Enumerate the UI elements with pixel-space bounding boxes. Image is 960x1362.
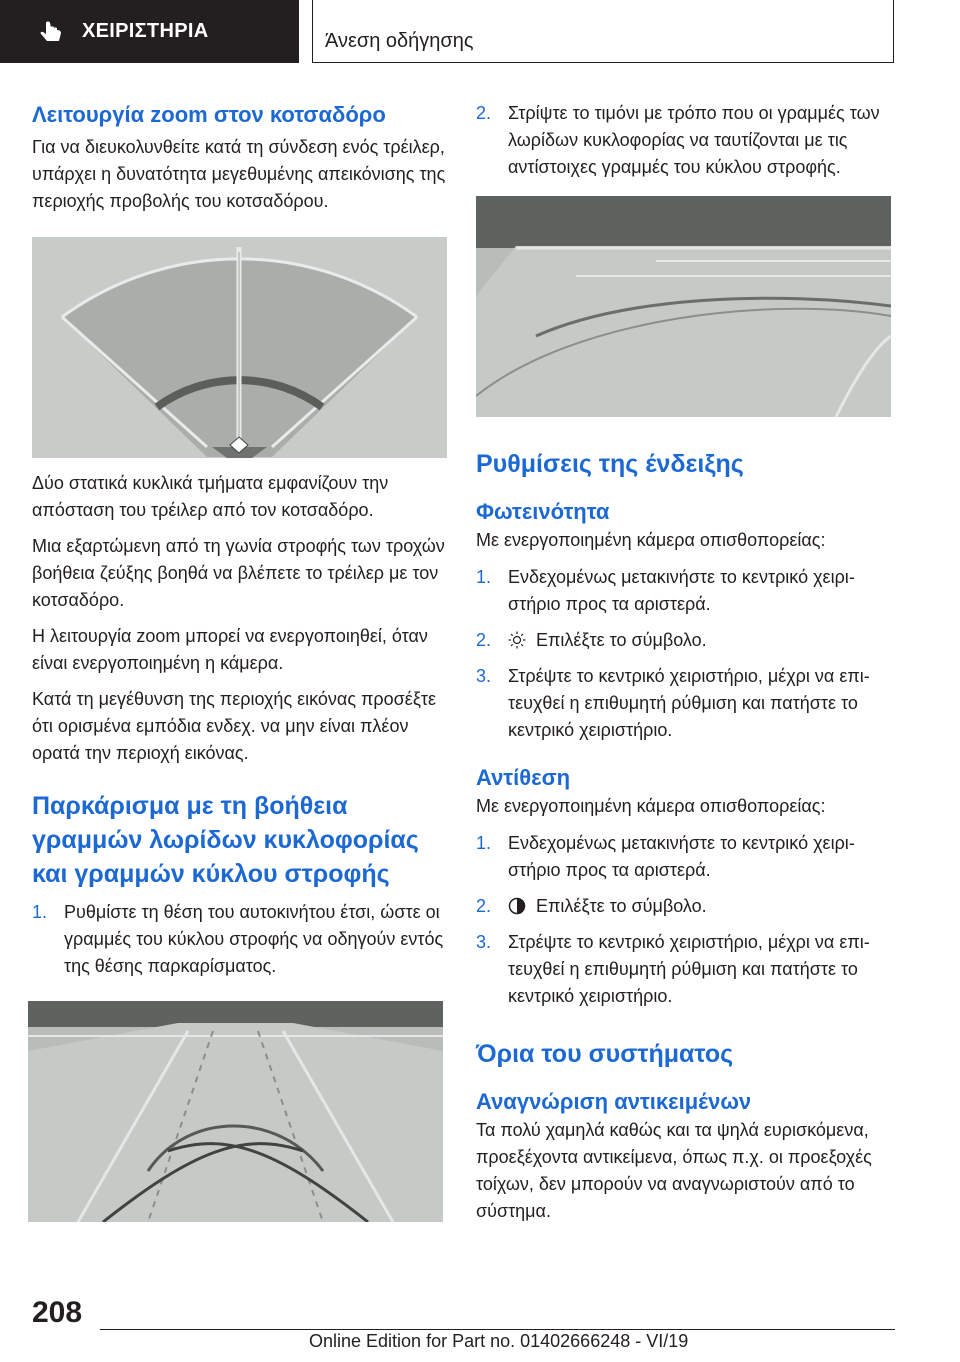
pointing-hand-icon [40, 19, 66, 45]
contrast-heading: Αντίθεση [476, 765, 571, 790]
step-text: Επιλέξτε το σύμβολο. [536, 630, 707, 650]
zoom-camera-image [32, 237, 447, 458]
list-item [32, 899, 450, 980]
brightness-intro: Με ενεργοποιημένη κάμερα οπισθοπορείας: [476, 530, 826, 550]
step-number: 2. [476, 896, 492, 916]
parking-heading: Παρκάρισμα με τη βοήθεια γραμμών λωρίδων κυκλοφορίας και γραμμών κύκλου στροφής [32, 792, 419, 888]
paragraph-hitch-assist: Μια εξαρτώμενη από τη γωνία στροφής των τροχών βοήθεια ζεύξης βοηθά να βλέπετε το τρέιλερ με τον κοτσαδόρο. [32, 536, 445, 610]
limits-heading: Όρια του συστήματος [476, 1040, 734, 1068]
contrast-icon [508, 897, 526, 915]
parking-steps-continued [476, 100, 894, 181]
list-item [476, 564, 894, 618]
step-text: Στρίψτε το τιμόνι με τρόπο που οι γραμμές των λωρίδων κυκλοφορίας να ταυτίζονται με τις αντίστοιχες γραμμές του κύκλου στροφής. [508, 103, 880, 177]
step-text: Ενδεχομένως μετακινήστε το κεντρικό χειριστήριο προς τα αριστερά. [508, 833, 855, 880]
step-text: Στρέψτε το κεντρικό χειριστήριο, μέχρι να επιτευχθεί η επιθυμητή ρύθμιση και πατήστε το κεντρικό χειριστήριο. [508, 666, 870, 740]
step-number: 1. [476, 833, 492, 853]
detection-heading: Αναγνώριση αντικειμένων [476, 1089, 752, 1114]
list-item [476, 893, 894, 920]
header-manual-tab [0, 0, 299, 63]
manual-title: ΧΕΙΡΙΣΤΗΡΙΑ [82, 20, 209, 42]
contrast-steps [476, 830, 894, 1010]
header-chapter-box [312, 0, 894, 63]
paragraph-zoom-activation: Η λειτουργία zoom μπορεί να ενεργοποιηθεί, όταν είναι ενεργοποιημένη η κάμερα. [32, 626, 428, 673]
step-number: 3. [476, 932, 492, 952]
sun-icon [508, 631, 526, 649]
step-number: 1. [476, 567, 492, 587]
brightness-heading: Φωτεινότητα [476, 499, 610, 524]
step-number: 1. [32, 902, 48, 922]
list-item [476, 100, 894, 181]
parking-steps [32, 899, 450, 980]
left-column [32, 100, 450, 1222]
step-number: 2. [476, 103, 492, 123]
list-item [476, 627, 894, 654]
list-item [476, 929, 894, 1010]
list-item [476, 830, 894, 884]
footer-divider [100, 1329, 895, 1330]
contrast-intro: Με ενεργοποιημένη κάμερα οπισθοπορείας: [476, 796, 826, 816]
settings-heading: Ρυθμίσεις της ένδειξης [476, 450, 744, 478]
brightness-steps [476, 564, 894, 744]
step-number: 2. [476, 630, 492, 650]
detection-text: Τα πολύ χαμηλά καθώς και τα ψηλά ευρισκόμενα, προεξέχοντα αντικείμενα, όπως π.χ. οι προεξοχές τοίχων, δεν μπορούν να αναγνωριστούν από το σύστημα. [476, 1120, 872, 1221]
parking-lines-image-1 [28, 1001, 443, 1222]
zoom-intro: Για να διευκολυνθείτε κατά τη σύνδεση ενός τρέιλερ, υπάρχει η δυνατότητα μεγεθυμένης απεικόνισης της περιοχής προβολής του κοτσαδόρου. [32, 137, 446, 211]
step-text: Ρυθμίστε τη θέση του αυτοκινήτου έτσι, ώστε οι γραμμές του κύκλου στροφής να οδηγούν εντός της θέσης παρκαρίσματος. [64, 902, 444, 976]
list-item [476, 663, 894, 744]
step-text: Επιλέξτε το σύμβολο. [536, 896, 707, 916]
step-text: Ενδεχομένως μετακινήστε το κεντρικό χειριστήριο προς τα αριστερά. [508, 567, 855, 614]
page-number: 208 [32, 1296, 83, 1329]
zoom-heading: Λειτουργία zoom στον κοτσαδόρο [32, 102, 386, 127]
step-text: Στρέψτε το κεντρικό χειριστήριο, μέχρι να επιτευχθεί η επιθυμητή ρύθμιση και πατήστε το κεντρικό χειριστήριο. [508, 932, 870, 1006]
right-column [476, 100, 894, 1225]
edition-text: Online Edition for Part no. 01402666248 - VI/19 [309, 1331, 689, 1351]
step-number: 3. [476, 666, 492, 686]
paragraph-zoom-warning: Κατά τη μεγέθυνση της περιοχής εικόνας προσέξτε ότι ορισμένα εμπόδια ενδεχ. να μην είναι πλέον ορατά την περιοχή εικόνας. [32, 689, 437, 763]
paragraph-circle-segments: Δύο στατικά κυκλικά τμήματα εμφανίζουν την απόσταση του τρέιλερ από τον κοτσαδόρο. [32, 473, 389, 520]
chapter-title: Άνεση οδήγησης [325, 30, 474, 52]
parking-lines-image-2 [476, 196, 891, 417]
